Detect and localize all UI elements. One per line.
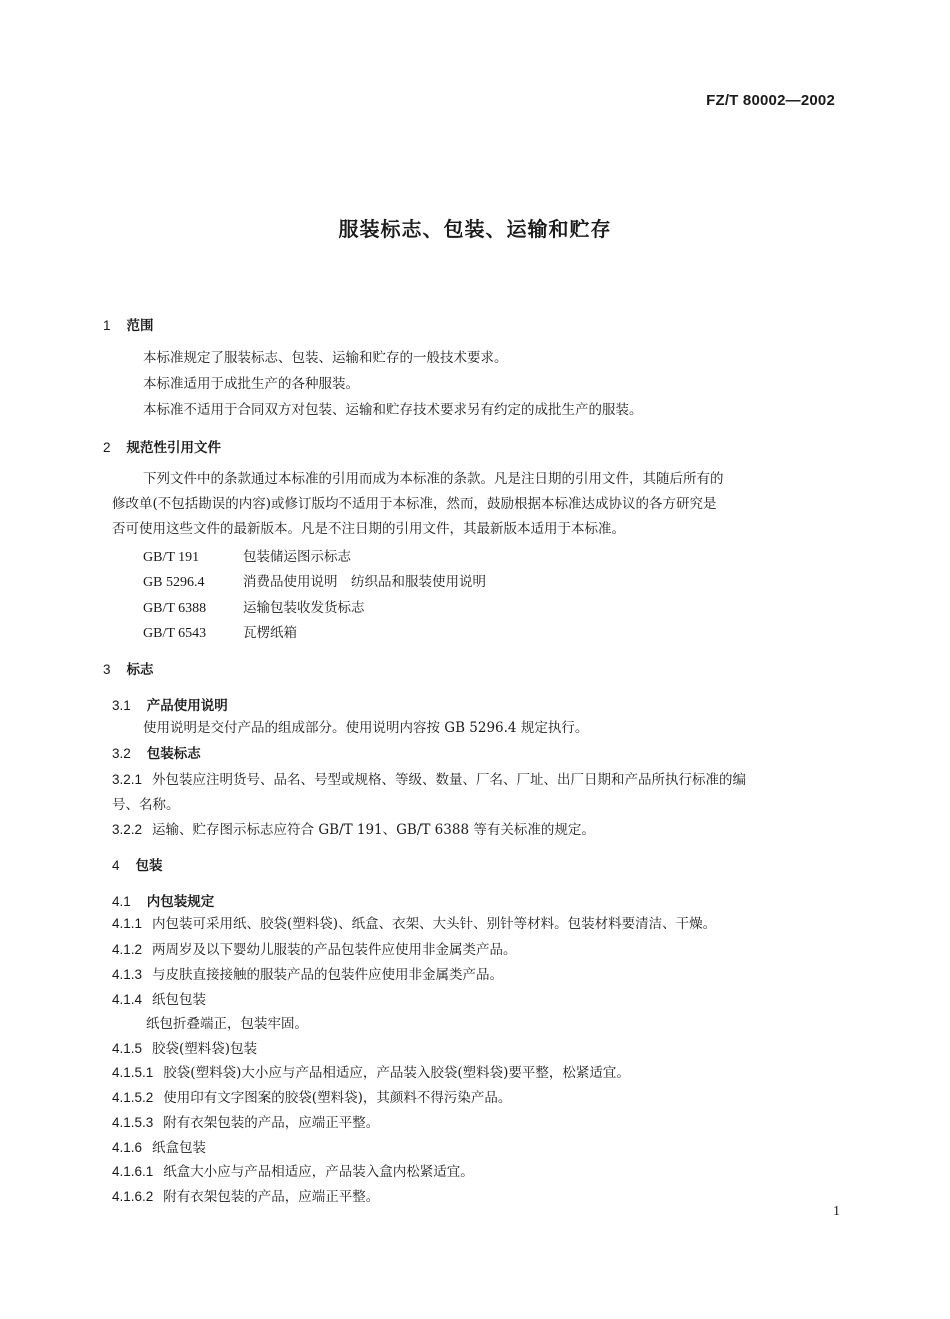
reference-code: GB/T 6543	[143, 626, 207, 641]
clause-text: 两周岁及以下婴幼儿服装的产品包装件应使用非金属类产品。	[152, 942, 517, 958]
clause-4-1-6-1	[112, 1160, 474, 1180]
section-4-heading	[112, 854, 163, 874]
clause-4-1-3	[112, 963, 503, 983]
document-title: 服装标志、包装、运输和贮存	[338, 217, 612, 241]
clause-text: 胶袋(塑料袋)大小应与产品相适应，产品装入胶袋(塑料袋)要平整，松紧适宜。	[163, 1065, 630, 1081]
section-number: 3.2	[112, 746, 131, 761]
section-1-heading	[103, 314, 154, 334]
section-number: 3.1	[112, 698, 131, 713]
reference-item	[143, 596, 365, 617]
section-number: 1	[103, 318, 111, 333]
clause-text: 纸盒大小应与产品相适应，产品装入盒内松紧适宜。	[163, 1164, 474, 1180]
reference-item	[143, 621, 297, 642]
clause-4-1-2	[112, 938, 517, 958]
clause-3-2-1	[112, 768, 746, 788]
clause-text: 胶袋(塑料袋)包装	[152, 1041, 258, 1057]
paragraph: 纸包折叠端正，包装牢固。	[146, 1016, 308, 1032]
clause-number: 4.1.1	[112, 916, 143, 931]
clause-text: 内包装可采用纸、胶袋(塑料袋)、纸盒、衣架、大头针、别针等材料。包装材料要清洁、干燥。	[152, 916, 717, 932]
reference-title: 运输包装收发货标志	[243, 600, 365, 616]
clause-number: 4.1.5	[112, 1041, 143, 1056]
reference-code: GB/T 6388	[143, 601, 207, 616]
clause-text: 运输、贮存图示标志应符合 GB/T 191、GB/T 6388 等有关标准的规定。	[152, 822, 595, 838]
paragraph: 修改单(不包括勘误的内容)或修订版均不适用于本标准，然而，鼓励根据本标准达成协议的各方研究是	[112, 496, 717, 512]
paragraph: 号、名称。	[112, 797, 180, 813]
clause-number: 4.1.5.2	[112, 1090, 154, 1105]
clause-text: 纸盒包装	[152, 1140, 207, 1156]
clause-text: 使用印有文字图案的胶袋(塑料袋)，其颜料不得污染产品。	[163, 1090, 512, 1106]
clause-text: 与皮肤直接接触的服装产品的包装件应使用非金属类产品。	[152, 967, 504, 983]
section-3-1-heading	[112, 694, 228, 714]
reference-code: GB/T 191	[143, 550, 200, 565]
clause-4-1-4	[112, 988, 206, 1008]
reference-title: 消费品使用说明 纺织品和服装使用说明	[243, 574, 486, 590]
section-number: 4	[112, 858, 120, 873]
page-number: 1	[833, 1204, 840, 1219]
clause-number: 4.1.3	[112, 967, 143, 982]
reference-title: 包装储运图示标志	[243, 549, 351, 565]
section-title: 包装	[135, 858, 163, 874]
clause-number: 4.1.6.2	[112, 1189, 154, 1204]
clause-text: 外包装应注明货号、品名、号型或规格、等级、数量、厂名、厂址、出厂日期和产品所执行标准的编	[152, 772, 747, 788]
clause-number: 4.1.2	[112, 942, 143, 957]
clause-4-1-5-2	[112, 1086, 511, 1106]
paragraph: 本标准不适用于合同双方对包装、运输和贮存技术要求另有约定的成批生产的服装。	[143, 402, 643, 418]
section-title: 内包装规定	[146, 894, 215, 910]
paragraph: 使用说明是交付产品的组成部分。使用说明内容按 GB 5296.4 规定执行。	[143, 720, 589, 736]
clause-number: 4.1.6	[112, 1140, 143, 1155]
clause-number: 4.1.4	[112, 992, 143, 1007]
section-3-heading	[103, 658, 154, 678]
clause-4-1-5-1	[112, 1061, 630, 1081]
clause-text: 附有衣架包装的产品，应端正平整。	[163, 1189, 380, 1205]
paragraph: 下列文件中的条款通过本标准的引用而成为本标准的条款。凡是注日期的引用文件，其随后所有的	[143, 471, 724, 487]
clause-4-1-5	[112, 1037, 257, 1057]
clause-number: 4.1.5.1	[112, 1065, 154, 1080]
reference-item	[143, 570, 486, 591]
section-title: 范围	[126, 318, 154, 334]
clause-4-1-6	[112, 1136, 206, 1156]
clause-text: 纸包包装	[152, 992, 207, 1008]
reference-title: 瓦楞纸箱	[243, 625, 297, 641]
clause-4-1-5-3	[112, 1111, 379, 1131]
clause-number: 3.2.2	[112, 822, 143, 837]
section-3-2-heading	[112, 742, 201, 762]
reference-code: GB 5296.4	[143, 575, 205, 590]
clause-number: 3.2.1	[112, 772, 143, 787]
clause-number: 4.1.5.3	[112, 1115, 154, 1130]
section-2-heading	[103, 436, 221, 456]
section-number: 4.1	[112, 894, 131, 909]
section-title: 产品使用说明	[146, 698, 228, 714]
paragraph: 本标准适用于成批生产的各种服装。	[143, 376, 359, 392]
paragraph: 本标准规定了服装标志、包装、运输和贮存的一般技术要求。	[143, 350, 508, 366]
clause-4-1-6-2	[112, 1185, 379, 1205]
section-title: 标志	[126, 662, 154, 678]
clause-text: 附有衣架包装的产品，应端正平整。	[163, 1115, 380, 1131]
section-title: 包装标志	[146, 746, 201, 762]
section-title: 规范性引用文件	[126, 440, 222, 456]
clause-3-2-2	[112, 818, 595, 838]
section-number: 3	[103, 662, 111, 677]
section-number: 2	[103, 440, 111, 455]
reference-item	[143, 545, 351, 566]
standard-code: FZ/T 80002—2002	[706, 92, 835, 109]
section-4-1-heading	[112, 890, 214, 910]
clause-4-1-1	[112, 912, 716, 932]
paragraph: 否可使用这些文件的最新版本。凡是不注日期的引用文件，其最新版本适用于本标准。	[112, 521, 625, 537]
clause-number: 4.1.6.1	[112, 1164, 154, 1179]
